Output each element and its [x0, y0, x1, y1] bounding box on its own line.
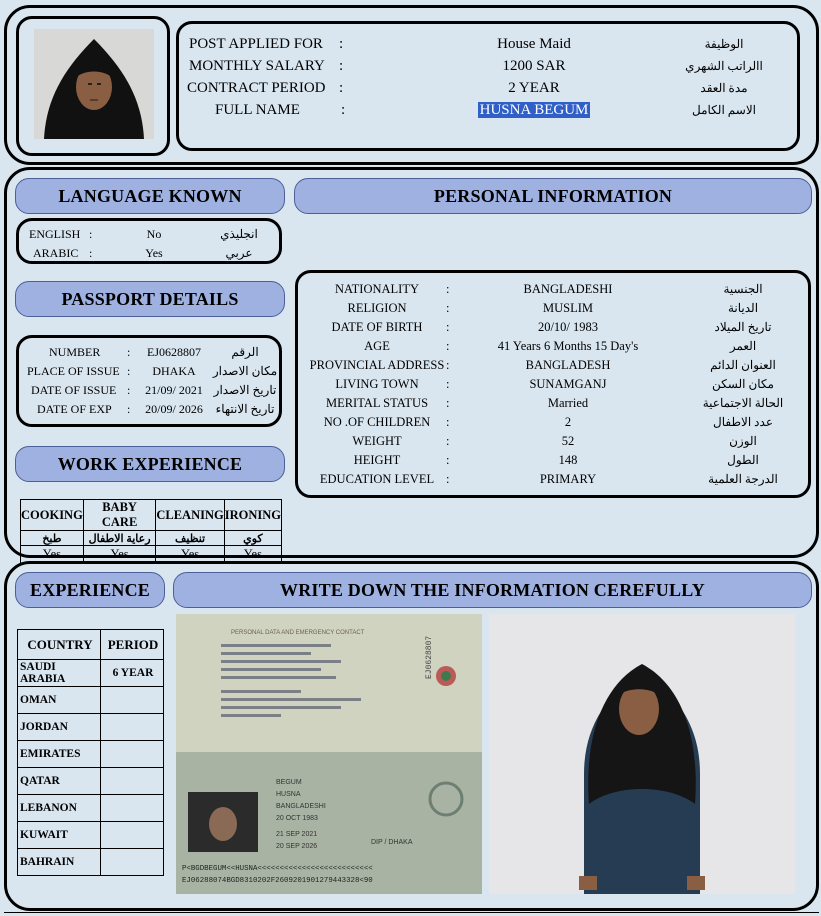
personal-value: BANGLADESH [525, 357, 611, 372]
fullname-sep: : [341, 101, 346, 118]
contract-value: 2 YEAR [508, 79, 560, 96]
passport-number-row [19, 342, 279, 362]
english-arabic: انجليذي [220, 226, 258, 241]
personal-value: MUSLIM [542, 300, 593, 315]
passport-exp-sep: : [127, 401, 131, 416]
experience-country: EMIRATES [18, 741, 101, 768]
work-col-cleaning: CLEANING [156, 500, 224, 531]
experience-period [101, 795, 164, 822]
experience-period [101, 849, 164, 876]
salary-row [179, 56, 797, 76]
english-value: No [146, 226, 162, 241]
work-cleaning-value: Yes [156, 546, 224, 564]
passport-place-arabic: مكان الاصدار [212, 363, 278, 378]
work-col-cooking-ar: طبخ [21, 531, 84, 546]
personal-row [298, 317, 808, 337]
personal-arabic: الدرجة العلمية [708, 471, 778, 486]
experience-title: EXPERIENCE [15, 572, 165, 608]
personal-sep: : [446, 414, 450, 429]
work-ironing-value: Yes [224, 546, 281, 564]
personal-arabic: الوزن [729, 433, 757, 448]
passport-number-value: EJ0628807 [147, 344, 201, 359]
experience-row [18, 795, 164, 822]
fullname-label: FULL NAME [215, 101, 300, 118]
header-panel [4, 5, 819, 165]
personal-value: 2 [564, 414, 572, 429]
personal-row [298, 450, 808, 470]
passport-exp-row [19, 399, 279, 419]
personal-sep: : [446, 338, 450, 353]
experience-country: QATAR [18, 768, 101, 795]
personal-arabic: الحالة الاجتماعية [702, 395, 784, 410]
personal-sep: : [446, 395, 450, 410]
post-row [179, 34, 797, 54]
arabic-sep: : [89, 245, 93, 260]
personal-label: MERITAL STATUS [325, 395, 429, 410]
passport-exp-value: 20/09/ 2026 [145, 401, 203, 416]
salary-label: MONTHLY SALARY [189, 57, 325, 74]
passport-scan-image [176, 614, 482, 894]
post-value: House Maid [497, 35, 571, 52]
language-box [16, 218, 282, 264]
personal-sep: : [446, 376, 450, 391]
personal-value: 148 [558, 452, 578, 467]
experience-period [101, 822, 164, 849]
candidate-photo [34, 29, 154, 139]
passport-place-row [19, 361, 279, 381]
passport-number-arabic: الرقم [231, 344, 259, 359]
photo-frame [16, 16, 170, 156]
work-title: WORK EXPERIENCE [15, 446, 285, 482]
personal-title: PERSONAL INFORMATION [294, 178, 812, 214]
passport-number-label: NUMBER [49, 344, 101, 359]
passport-title: PASSPORT DETAILS [15, 281, 285, 317]
experience-period [101, 714, 164, 741]
scan-nationality: BANGLADESHI [276, 803, 326, 810]
contract-sep: : [339, 79, 344, 96]
personal-value: 20/10/ 1983 [537, 319, 599, 334]
personal-row [298, 469, 808, 489]
experience-header-period: PERIOD [101, 630, 164, 660]
personal-arabic: عدد الاطفال [713, 414, 773, 429]
personal-arabic: تاريخ الميلاد [714, 319, 772, 334]
personal-arabic: العمر [729, 338, 757, 353]
personal-row [298, 298, 808, 318]
personal-arabic: الديانة [727, 300, 759, 315]
experience-row [18, 660, 164, 687]
experience-row [18, 849, 164, 876]
work-col-ironing-ar: كوي [224, 531, 281, 546]
experience-period [101, 687, 164, 714]
personal-sep: : [446, 452, 450, 467]
experience-table [17, 629, 164, 876]
write-down-title: WRITE DOWN THE INFORMATION CEREFULLY [173, 572, 812, 608]
scan-surname: BEGUM [276, 779, 302, 786]
scan-mrz-2: EJ06288074BGD8310202F2609201901279443328<90 [182, 877, 373, 885]
scan-issue: 21 SEP 2021 [276, 831, 318, 838]
experience-panel [4, 561, 819, 911]
full-body-photo [489, 614, 795, 894]
fullname-row [179, 100, 797, 120]
experience-row [18, 768, 164, 795]
post-sep: : [339, 35, 344, 52]
language-title: LANGUAGE KNOWN [15, 178, 285, 214]
personal-value: PRIMARY [539, 471, 597, 486]
salary-arabic: االراتب الشهري [685, 58, 763, 73]
personal-sep: : [446, 357, 450, 372]
work-experience-table [20, 499, 282, 564]
personal-label: WEIGHT [352, 433, 402, 448]
personal-sep: : [446, 300, 450, 315]
english-label: ENGLISH [29, 226, 81, 241]
personal-row [298, 431, 808, 451]
scan-expiry: 20 SEP 2026 [276, 843, 318, 850]
experience-row [18, 822, 164, 849]
personal-label: AGE [364, 338, 390, 353]
salary-value: 1200 SAR [502, 57, 566, 74]
personal-label: HEIGHT [353, 452, 401, 467]
work-col-ironing: IRONING [224, 500, 281, 531]
experience-period [101, 768, 164, 795]
personal-info-box [295, 270, 811, 498]
post-label: POST APPLIED FOR [189, 35, 323, 52]
scan-mrz-1: P<BGDBEGUM<<HUSNA<<<<<<<<<<<<<<<<<<<<<<<<<< [182, 865, 373, 873]
work-col-cooking: COOKING [21, 500, 84, 531]
personal-row [298, 393, 808, 413]
passport-box [16, 335, 282, 427]
experience-country: OMAN [18, 687, 101, 714]
work-col-cleaning-ar: تنظيف [156, 531, 224, 546]
contract-arabic: مدة العقد [700, 80, 748, 95]
contract-row [179, 78, 797, 98]
experience-row [18, 714, 164, 741]
experience-period [101, 741, 164, 768]
salary-sep: : [339, 57, 344, 74]
personal-sep: : [446, 433, 450, 448]
personal-arabic: العنوان الدائم [710, 357, 776, 372]
passport-number-sep: : [127, 344, 131, 359]
passport-issue-sep: : [127, 382, 131, 397]
scan-heading: PERSONAL DATA AND EMERGENCY CONTACT [231, 630, 365, 636]
details-panel [4, 167, 819, 561]
personal-sep: : [446, 281, 450, 296]
personal-sep: : [446, 471, 450, 486]
contract-label: CONTRACT PERIOD [187, 79, 326, 96]
passport-issue-row [19, 380, 279, 400]
experience-country: KUWAIT [18, 822, 101, 849]
arabic-row [19, 243, 279, 263]
work-cooking-value: Yes [21, 546, 84, 564]
experience-row [18, 687, 164, 714]
personal-value: BANGLADESHI [523, 281, 613, 296]
arabic-arabic: عربي [225, 245, 253, 260]
experience-country: LEBANON [18, 795, 101, 822]
personal-row [298, 374, 808, 394]
work-babycare-value: Yes [83, 546, 156, 564]
experience-period: 6 YEAR [101, 660, 164, 687]
post-arabic: الوظيفة [704, 36, 744, 51]
personal-row [298, 279, 808, 299]
passport-issue-label: DATE OF ISSUE [31, 382, 117, 397]
arabic-value: Yes [145, 245, 163, 260]
english-row [19, 224, 279, 244]
scan-dob: 20 OCT 1983 [276, 815, 318, 822]
passport-issue-value: 21/09/ 2021 [145, 382, 203, 397]
work-col-babycare-ar: رعاية الاطفال [83, 531, 156, 546]
personal-label: NO .OF CHILDREN [323, 414, 431, 429]
experience-country: JORDAN [18, 714, 101, 741]
personal-label: NATIONALITY [334, 281, 419, 296]
personal-label: PROVINCIAL ADDRESS [309, 357, 445, 372]
work-col-babycare: BABY CARE [83, 500, 156, 531]
passport-exp-label: DATE OF EXP [37, 401, 112, 416]
passport-issue-arabic: تاريخ الاصدار [213, 382, 277, 397]
personal-label: RELIGION [347, 300, 407, 315]
personal-row [298, 412, 808, 432]
personal-arabic: الجنسية [723, 281, 763, 296]
experience-country: SAUDI ARABIA [18, 660, 101, 687]
personal-value: Married [547, 395, 589, 410]
experience-country: BAHRAIN [18, 849, 101, 876]
scan-number-vertical: EJ0628807 [425, 635, 434, 679]
passport-place-value: DHAKA [152, 363, 196, 378]
experience-row [18, 741, 164, 768]
scan-name: HUSNA [276, 791, 301, 798]
scan-place: DIP / DHAKA [371, 839, 413, 846]
personal-label: DATE OF BIRTH [331, 319, 423, 334]
personal-row [298, 336, 808, 356]
personal-label: LIVING TOWN [335, 376, 419, 391]
post-summary-box [176, 21, 800, 151]
personal-value: 52 [561, 433, 575, 448]
fullname-value: HUSNA BEGUM [479, 101, 589, 118]
personal-sep: : [446, 319, 450, 334]
experience-header-country: COUNTRY [18, 630, 101, 660]
personal-row [298, 355, 808, 375]
fullname-arabic: الاسم الكامل [691, 102, 756, 117]
english-sep: : [89, 226, 93, 241]
personal-label: EDUCATION LEVEL [319, 471, 435, 486]
personal-value: 41 Years 6 Months 15 Day's [497, 338, 639, 353]
passport-place-label: PLACE OF ISSUE [27, 363, 120, 378]
arabic-label: ARABIC [33, 245, 79, 260]
personal-value: SUNAMGANJ [529, 376, 607, 391]
personal-arabic: مكان السكن [712, 376, 774, 391]
bottom-border-strip [4, 912, 819, 916]
passport-place-sep: : [127, 363, 131, 378]
personal-arabic: الطول [727, 452, 759, 467]
passport-exp-arabic: تاريخ الانتهاء [215, 401, 275, 416]
